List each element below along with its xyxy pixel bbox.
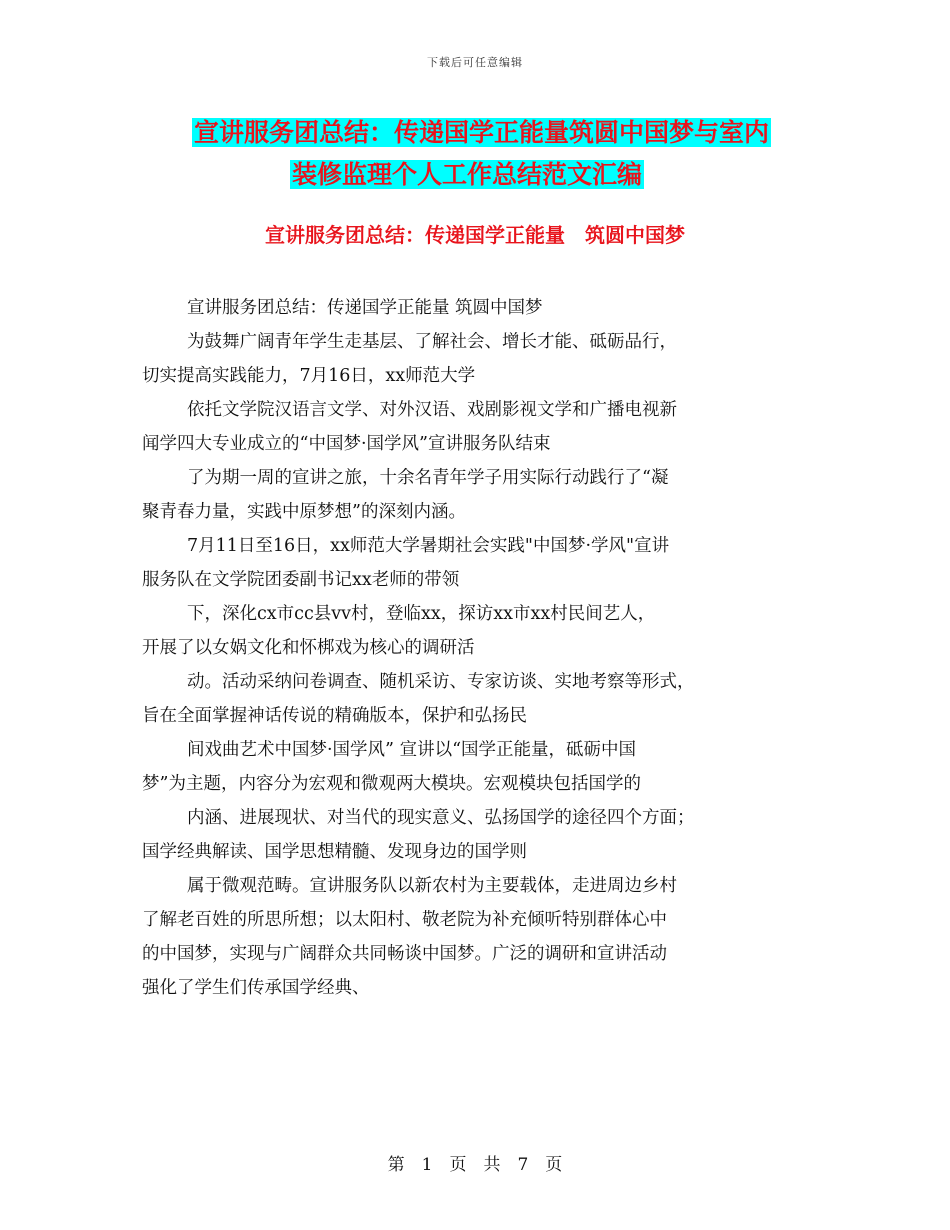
section-title: 宣讲服务团总结：传递国学正能量 筑圆中国梦 [265,223,685,247]
header-note: 下载后可任意编辑 [427,56,523,69]
page-footer: 第 1 页 共 7 页 [387,1155,563,1175]
body-line: 宣讲服务团总结：传递国学正能量 筑圆中国梦 [187,298,543,318]
body-line: 间戏曲艺术中国梦·国学风” 宣讲以“国学正能量，砥砺中国 [187,740,637,760]
body-line: 梦”为主题，内容分为宏观和微观两大模块。宏观模块包括国学的 [142,774,641,794]
main-title-line-2 [150,154,850,196]
main-title-text-1: 宣讲服务团总结：传递国学正能量筑圆中国梦与室内 [194,118,770,147]
body-line: 聚青春力量，实践中原梦想”的深刻内涵。 [142,502,466,522]
body-line: 属于微观范畴。宣讲服务队以新农村为主要载体，走进周边乡村 [187,876,677,896]
body-line: 旨在全面掌握神话传说的精确版本，保护和弘扬民 [142,706,527,726]
body-line: 开展了以女娲文化和怀梆戏为核心的调研活 [142,638,475,658]
body-line: 了为期一周的宣讲之旅，十余名青年学子用实际行动践行了“凝 [187,468,669,488]
body-line: 动。活动采纳问卷调查、随机采访、专家访谈、实地考察等形式， [187,672,695,692]
main-title [150,112,850,196]
body-line: 7月11日至16日，xx师范大学暑期社会实践"中国梦·学风"宣讲 [187,536,670,556]
body-line: 依托文学院汉语言文学、对外汉语、戏剧影视文学和广播电视新 [187,400,677,420]
body-line: 国学经典解读、国学思想精髓、发现身边的国学则 [142,842,527,862]
body-line: 为鼓舞广阔青年学生走基层、了解社会、增长才能、砥砺品行， [187,332,677,352]
body-line: 的中国梦，实现与广阔群众共同畅谈中国梦。广泛的调研和宣讲活动 [142,944,667,964]
body-line: 下，深化cx市cc县vv村，登临xx，探访xx市xx村民间艺人， [187,604,656,624]
body-line: 切实提高实践能力，7月16日，xx师范大学 [142,366,476,386]
body-line: 了解老百姓的所思所想；以太阳村、敬老院为补充倾听特别群体心中 [142,910,667,930]
body-line: 闻学四大专业成立的“中国梦·国学风”宣讲服务队结束 [142,434,551,454]
body-line: 服务队在文学院团委副书记xx老师的带领 [142,570,460,590]
body-text [142,291,822,1005]
main-title-line-1 [150,112,850,154]
body-line: 内涵、进展现状、对当代的现实意义、弘扬国学的途径四个方面； [187,808,695,828]
main-title-text-2: 装修监理个人工作总结范文汇编 [292,160,643,189]
body-line: 强化了学生们传承国学经典、 [142,978,370,998]
